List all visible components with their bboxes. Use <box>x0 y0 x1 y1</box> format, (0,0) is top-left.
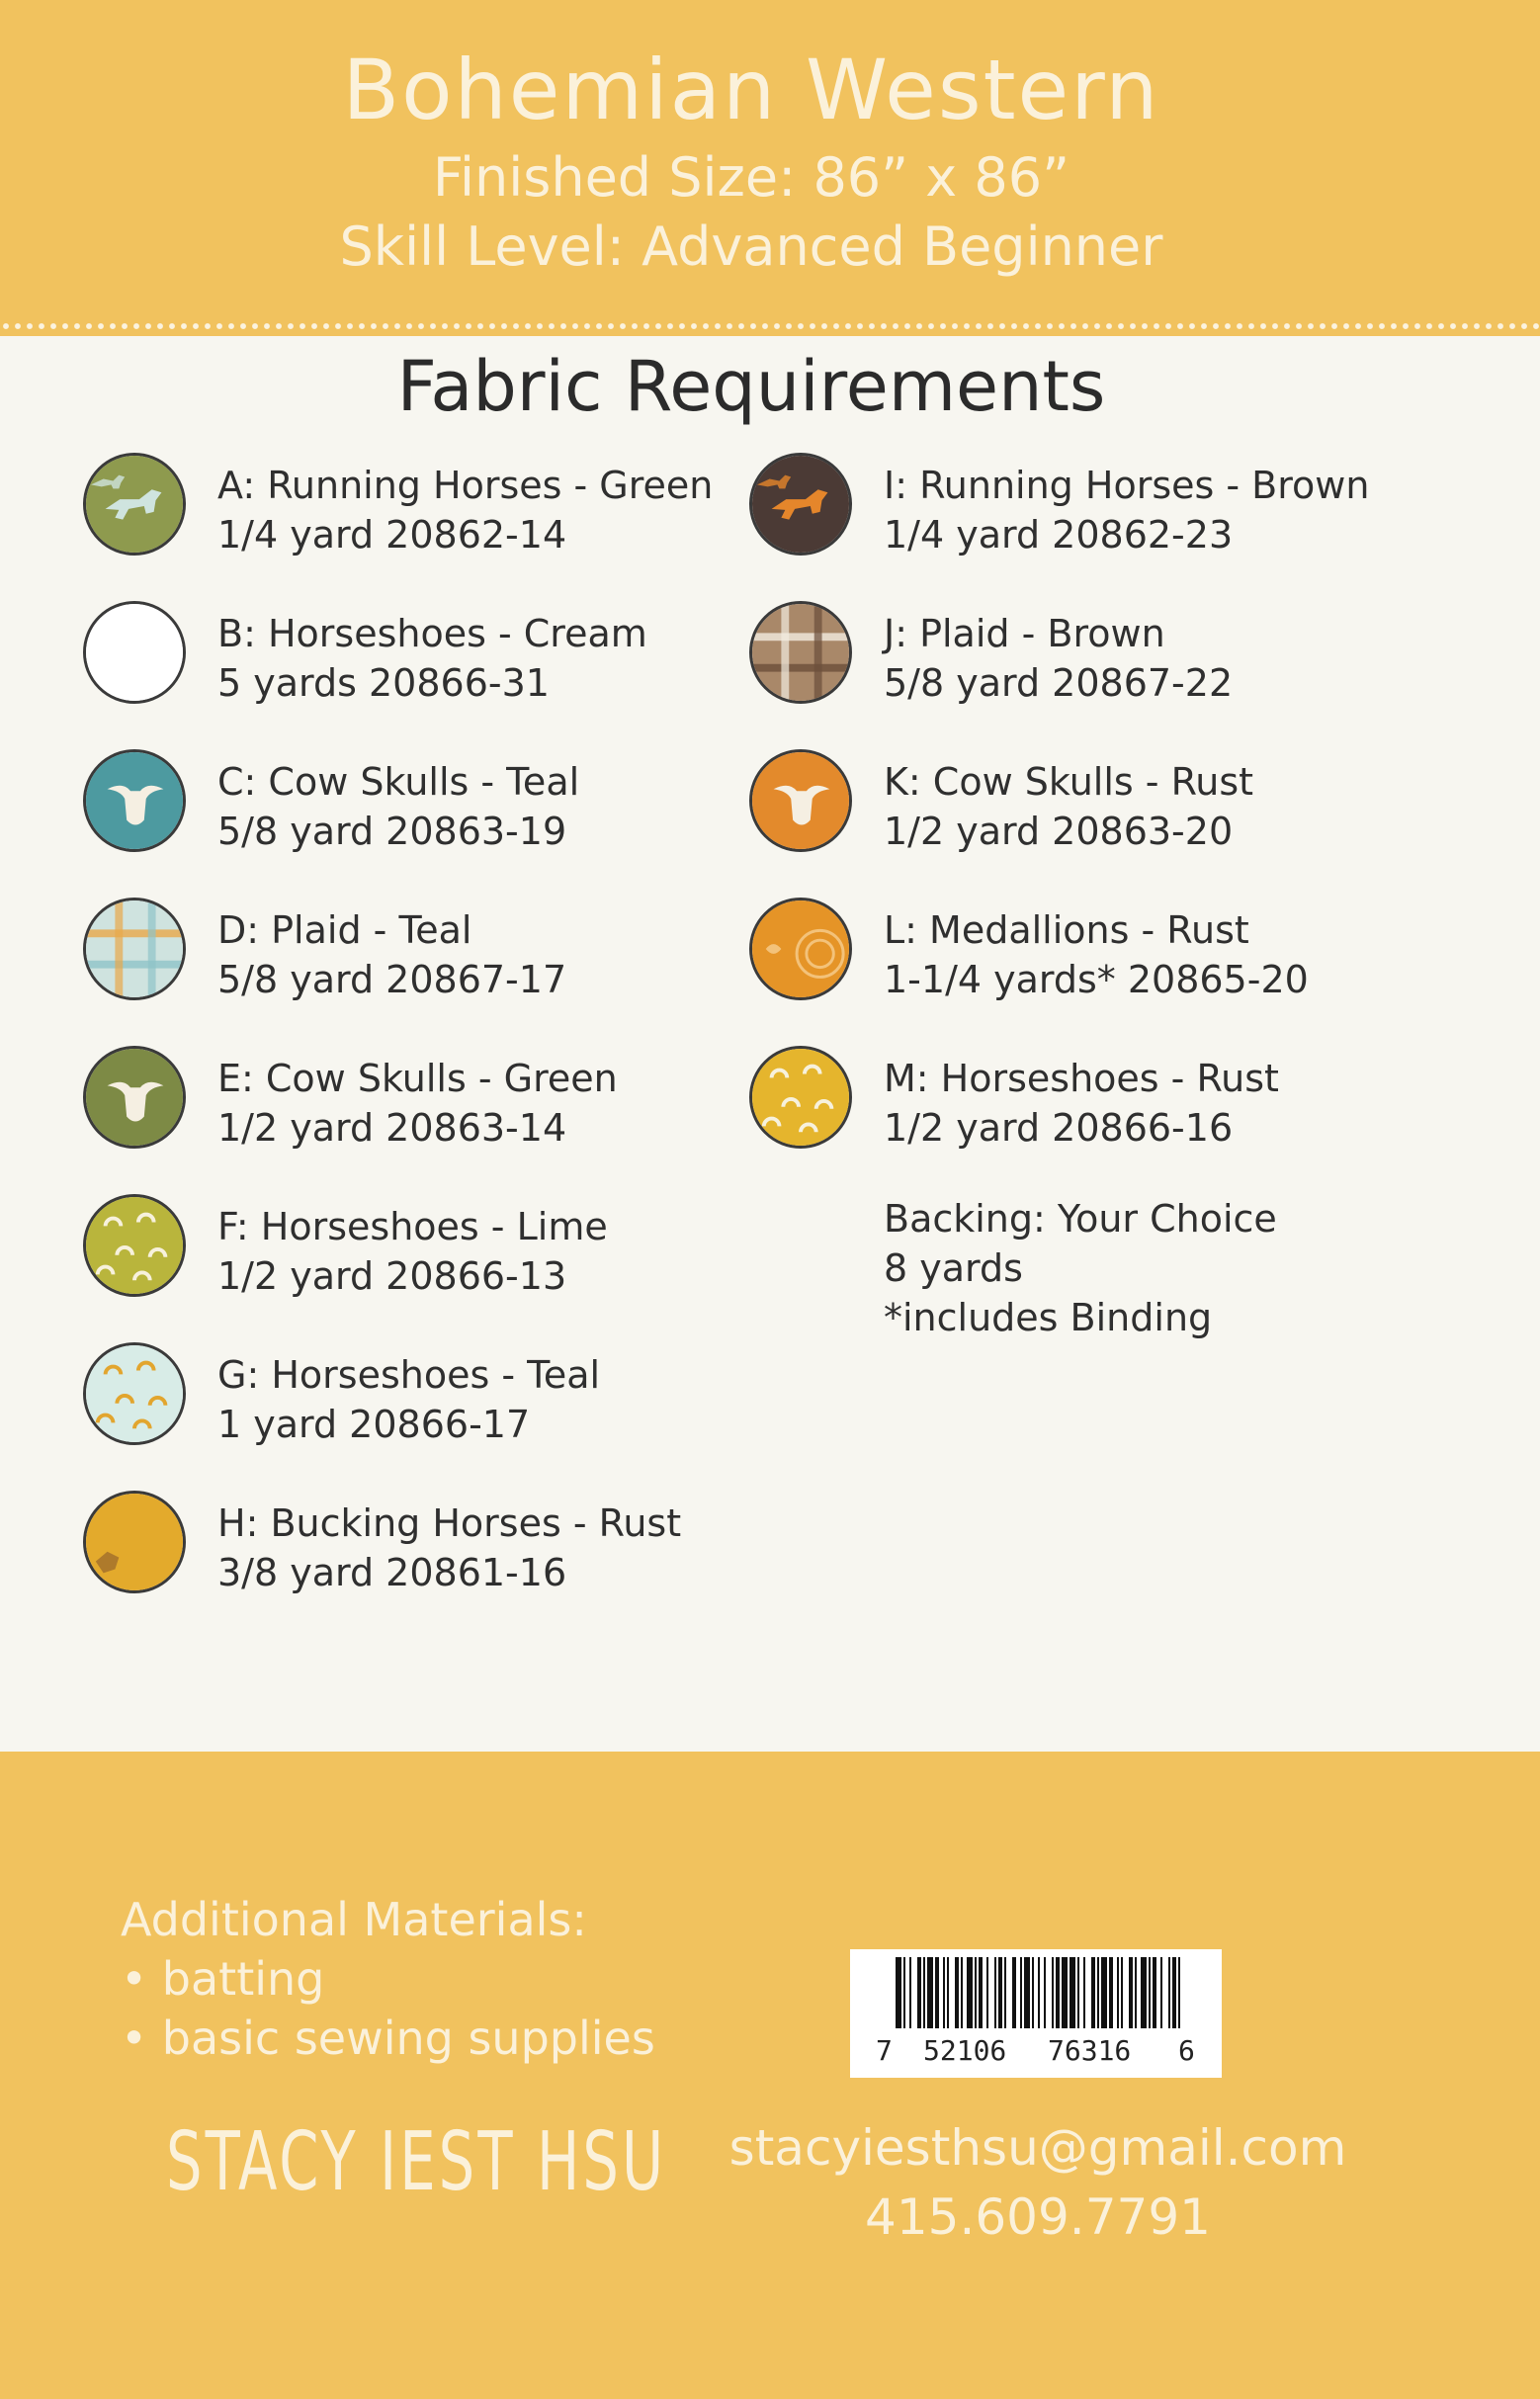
barcode-bar <box>1109 1957 1113 2028</box>
barcode-bar <box>935 1957 939 2028</box>
backing-detail: 8 yards <box>884 1246 1023 1290</box>
barcode-bar <box>1129 1957 1133 2028</box>
barcode-bar <box>896 1957 901 2028</box>
fabric-detail: 1/2 yard 20863-20 <box>884 810 1234 853</box>
barcode-bar <box>994 1957 996 2028</box>
barcode-bar <box>947 1957 949 2028</box>
fabric-name: I: Running Horses - Brown <box>884 464 1370 507</box>
swatch-graphic <box>86 604 183 701</box>
fabric-detail: 1/2 yard 20866-16 <box>884 1106 1234 1150</box>
swatch-graphic <box>86 1345 183 1442</box>
contact-info <box>692 2113 1384 2252</box>
contact-phone[interactable]: 415.609.7791 <box>865 2188 1211 2246</box>
fabric-detail: 5/8 yard 20863-19 <box>217 810 567 853</box>
fabric-name: F: Horseshoes - Lime <box>217 1205 608 1248</box>
dotted-divider-top <box>0 322 1540 330</box>
backing-name: Backing: Your Choice <box>884 1197 1277 1241</box>
swatch-graphic <box>86 1049 183 1146</box>
barcode-bar <box>1117 1957 1119 2028</box>
swatch-graphic <box>752 456 849 553</box>
fabric-swatch-icon <box>749 749 852 852</box>
barcode-bar <box>943 1957 945 2028</box>
barcode-bar <box>1178 1957 1180 2028</box>
materials-item: • batting <box>121 1949 655 2009</box>
barcode-bar <box>1077 1957 1079 2028</box>
barcode-bar <box>1052 1957 1054 2028</box>
fabric-name: C: Cow Skulls - Teal <box>217 760 580 804</box>
materials-title: Additional Materials: <box>121 1893 587 1946</box>
barcode-bar <box>1097 1957 1099 2028</box>
fabric-swatch-icon <box>83 1046 186 1149</box>
swatch-graphic <box>752 900 849 997</box>
barcode-bar <box>927 1957 933 2028</box>
barcode-bar <box>979 1957 983 2028</box>
barcode-bar <box>961 1957 963 2028</box>
fabric-detail: 1/2 yard 20863-14 <box>217 1106 567 1150</box>
swatch-graphic <box>86 752 183 849</box>
barcode-bar <box>998 1957 1002 2028</box>
fabric-name: H: Bucking Horses - Rust <box>217 1501 682 1545</box>
barcode-bar <box>1083 1957 1085 2028</box>
barcode-bar <box>1101 1957 1107 2028</box>
barcode-bar <box>1062 1957 1068 2028</box>
barcode-bar <box>1172 1957 1176 2028</box>
barcode-bar <box>1141 1957 1147 2028</box>
binding-note: *includes Binding <box>884 1296 1213 1339</box>
fabric-name: A: Running Horses - Green <box>217 464 714 507</box>
fabric-detail: 1-1/4 yards* 20865-20 <box>884 958 1309 1001</box>
fabric-name: L: Medallions - Rust <box>884 908 1249 952</box>
fabric-detail: 3/8 yard 20861-16 <box>217 1551 567 1594</box>
barcode-bar <box>1091 1957 1095 2028</box>
finished-size: Finished Size: 86” x 86” <box>432 146 1070 209</box>
fabric-detail: 5/8 yard 20867-22 <box>884 661 1234 705</box>
barcode-digit-prefix: 7 <box>876 2034 893 2067</box>
additional-materials <box>121 1890 655 2068</box>
barcode-bar <box>1038 1957 1040 2028</box>
barcode-number <box>850 2028 1222 2074</box>
barcode-bar <box>1020 1957 1022 2028</box>
barcode-bars <box>896 1957 1184 2028</box>
materials-item: • basic sewing supplies <box>121 2009 655 2068</box>
swatch-graphic <box>86 456 183 553</box>
fabric-swatch-icon <box>83 1194 186 1297</box>
fabric-detail: 1/4 yard 20862-14 <box>217 513 567 557</box>
swatch-graphic <box>752 1049 849 1146</box>
fabric-swatch-icon <box>83 898 186 1000</box>
fabric-name: E: Cow Skulls - Green <box>217 1057 618 1100</box>
swatch-graphic <box>752 604 849 701</box>
fabric-name: D: Plaid - Teal <box>217 908 472 952</box>
contact-email[interactable]: stacyiesthsu@gmail.com <box>728 2119 1347 2177</box>
fabric-swatch-icon <box>749 453 852 556</box>
swatch-graphic <box>86 900 183 997</box>
barcode-bar <box>955 1957 959 2028</box>
barcode-bar <box>1056 1957 1060 2028</box>
barcode-bar <box>909 1957 911 2028</box>
footer-band <box>0 1752 1540 2399</box>
fabric-detail: 5/8 yard 20867-17 <box>217 958 567 1001</box>
swatch-graphic <box>86 1197 183 1294</box>
barcode-bar <box>1160 1957 1162 2028</box>
designer-logo: STACY IEST HSU <box>166 2115 667 2209</box>
barcode-bar <box>1153 1957 1156 2028</box>
barcode-bar <box>1168 1957 1170 2028</box>
fabric-swatch-icon <box>83 749 186 852</box>
fabric-detail: 1/4 yard 20862-23 <box>884 513 1234 557</box>
fabric-name: B: Horseshoes - Cream <box>217 612 647 655</box>
page-title: Bohemian Western <box>342 42 1160 138</box>
barcode-bar <box>917 1957 921 2028</box>
barcode-bar <box>986 1957 988 2028</box>
barcode-bar <box>1149 1957 1151 2028</box>
barcode-bar <box>1044 1957 1046 2028</box>
barcode-bar <box>1012 1957 1016 2028</box>
barcode-bar <box>1135 1957 1137 2028</box>
fabric-swatch-icon <box>83 453 186 556</box>
barcode-bar <box>1069 1957 1075 2028</box>
barcode-digits-left: 52106 <box>923 2034 1007 2067</box>
fabric-swatch-icon <box>749 601 852 704</box>
fabric-swatch-icon <box>83 1342 186 1445</box>
fabric-swatch-icon <box>83 1491 186 1593</box>
fabric-detail: 1/2 yard 20866-13 <box>217 1254 567 1298</box>
swatch-graphic <box>752 752 849 849</box>
fabric-requirements-heading: Fabric Requirements <box>396 346 1106 427</box>
skill-level: Skill Level: Advanced Beginner <box>339 215 1163 278</box>
fabric-name: G: Horseshoes - Teal <box>217 1353 601 1397</box>
fabric-name: J: Plaid - Brown <box>884 612 1165 655</box>
fabric-swatch-icon <box>83 601 186 704</box>
fabric-swatch-icon <box>749 1046 852 1149</box>
fabric-name: M: Horseshoes - Rust <box>884 1057 1279 1100</box>
barcode-bar <box>967 1957 973 2028</box>
barcode-bar <box>1004 1957 1006 2028</box>
fabric-swatch-icon <box>749 898 852 1000</box>
barcode-digits-right: 76316 <box>1048 2034 1132 2067</box>
barcode-bar <box>923 1957 925 2028</box>
barcode-bar <box>903 1957 905 2028</box>
fabric-name: K: Cow Skulls - Rust <box>884 760 1254 804</box>
fabric-detail: 1 yard 20866-17 <box>217 1403 531 1446</box>
barcode-bar <box>1121 1957 1123 2028</box>
barcode-bar <box>1024 1957 1030 2028</box>
barcode-bar <box>1032 1957 1034 2028</box>
fabric-detail: 5 yards 20866-31 <box>217 661 550 705</box>
barcode-digit-check: 6 <box>1178 2034 1195 2067</box>
barcode <box>850 1949 1222 2078</box>
barcode-bar <box>975 1957 977 2028</box>
swatch-graphic <box>86 1494 183 1590</box>
